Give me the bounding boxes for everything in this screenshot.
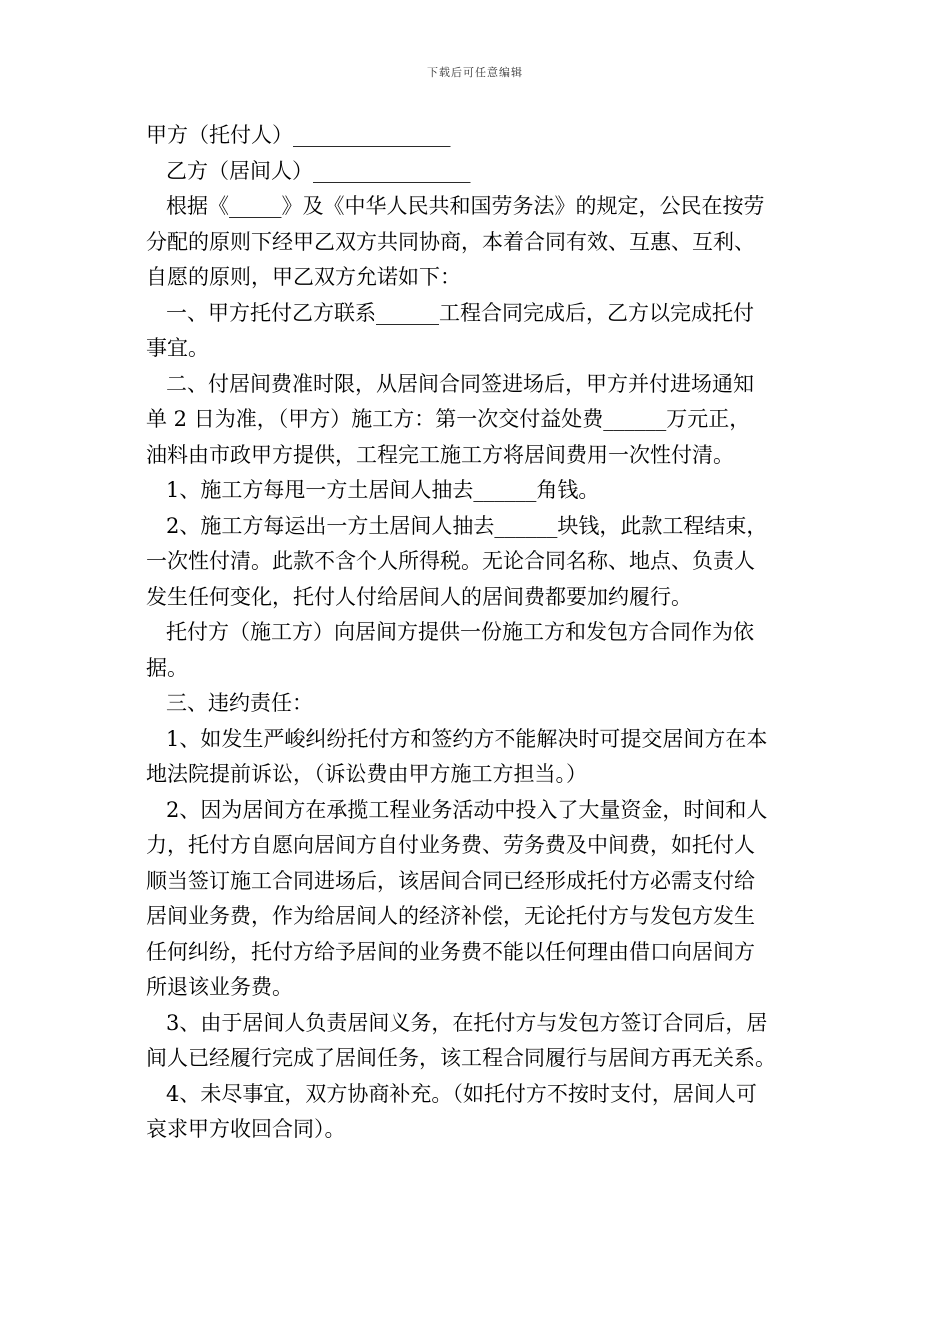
text-line: 一次性付清。此款不含个人所得税。无论合同名称、地点、负责人 <box>146 549 755 573</box>
text-line: 二、付居间费准时限，从居间合同签进场后，甲方并付进场通知 <box>166 371 754 396</box>
text-line: 根据《_____》及《中华人民共和国劳务法》的规定，公民在按劳 <box>166 194 765 218</box>
document-body <box>146 118 816 1148</box>
text-line: 一、甲方托付乙方联系______工程合同完成后，乙方以完成托付 <box>166 300 754 325</box>
text-line: 哀求甲方收回合同）。 <box>146 1117 346 1141</box>
text-line: 三、违约责任： <box>166 691 313 715</box>
text-line: 3、由于居间人负责居间义务，在托付方与发包方签订合同后，居 <box>166 1010 768 1035</box>
text-line: 顺当签订施工合同进场后，该居间合同已经形成托付方必需支付给 <box>146 868 755 893</box>
text-line: 所退该业务费。 <box>146 975 293 999</box>
text-line: 间人已经履行完成了居间任务，该工程合同履行与居间方再无关系。 <box>146 1046 776 1070</box>
header-note: 下载后可任意编辑 <box>427 66 523 79</box>
text-line: 4、未尽事宜，双方协商补充。（如托付方不按时支付，居间人可 <box>166 1081 757 1106</box>
text-line: 任何纠纷，托付方给予居间的业务费不能以任何理由借口向居间方 <box>146 939 755 964</box>
text-line: 自愿的原则，甲乙双方允诺如下： <box>146 265 461 289</box>
text-line: 乙方（居间人）_______________ <box>166 158 471 183</box>
text-line: 1、施工方每甩一方土居间人抽去______角钱。 <box>166 478 600 502</box>
text-line: 地法院提前诉讼，（诉讼费由甲方施工方担当。） <box>146 762 587 786</box>
text-line: 力，托付方自愿向居间方自付业务费、劳务费及中间费，如托付人 <box>146 833 755 857</box>
text-line: 事宜。 <box>146 336 209 360</box>
text-line: 1、如发生严峻纠纷托付方和签约方不能解决时可提交居间方在本 <box>166 726 768 751</box>
text-line: 托付方（施工方）向居间方提供一份施工方和发包方合同作为依 <box>166 620 754 644</box>
text-line: 分配的原则下经甲乙双方共同协商，本着合同有效、互惠、互利、 <box>146 229 755 254</box>
text-line: 甲方（托付人）_______________ <box>146 123 451 147</box>
text-line: 2、施工方每运出一方土居间人抽去______块钱，此款工程结束， <box>166 513 768 538</box>
text-line: 居间业务费，作为给居间人的经济补偿，无论托付方与发包方发生 <box>146 904 755 928</box>
text-line: 发生任何变化，托付人付给居间人的居间费都要加约履行。 <box>146 584 692 609</box>
text-line: 据。 <box>146 655 188 680</box>
text-line: 2、因为居间方在承揽工程业务活动中投入了大量资金，时间和人 <box>166 797 768 822</box>
text-line: 油料由市政甲方提供，工程完工施工方将居间费用一次性付清。 <box>146 442 734 467</box>
text-line: 单 2 日为准，（甲方）施工方：第一次交付益处费______万元正， <box>146 407 751 431</box>
